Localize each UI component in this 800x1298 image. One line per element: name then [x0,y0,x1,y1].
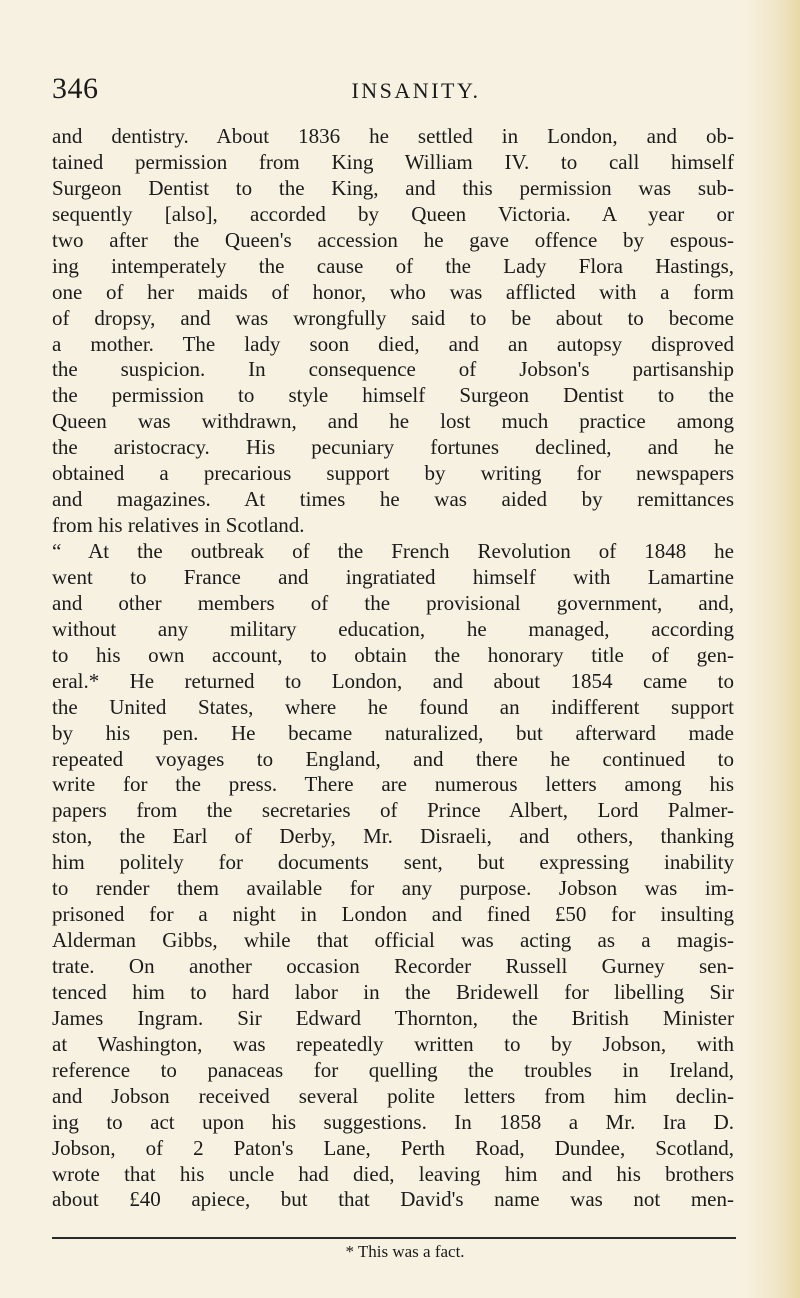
text-line: James Ingram. Sir Edward Thornton, the British Minister [52,1005,734,1030]
body-text [52,124,734,1213]
text-line: him politely for documents sent, but expressing inability [52,850,734,875]
running-head: INSANITY. [351,78,481,103]
text-line: and dentistry. About 1836 he settled in London, and ob- [52,124,734,148]
text-line: and Jobson received several polite letters from him declin- [52,1083,734,1108]
text-line: trate. On another occasion Recorder Russell Gurney sen- [52,954,734,978]
text-line: by his pen. He became naturalized, but afterward made [52,720,734,745]
text-line: Jobson, of 2 Paton's Lane, Perth Road, Dundee, Scotland, [52,1135,734,1160]
text-line: of dropsy, and was wrongfully said to be about to become [52,305,734,330]
text-line: reference to panaceas for quelling the troubles in Ireland, [52,1057,734,1082]
text-line: to render them available for any purpose. Jobson was im- [52,876,734,901]
text-line: the aristocracy. His pecuniary fortunes declined, and he [52,435,734,460]
text-line: wrote that his uncle had died, leaving him and his brothers [52,1161,734,1186]
text-line: Alderman Gibbs, while that official was acting as a magis- [52,928,734,953]
text-line: the United States, where he found an indifferent support [52,694,734,719]
text-line: went to France and ingratiated himself with Lamartine [52,564,734,589]
text-line: a mother. The lady soon died, and an autopsy disproved [52,331,734,356]
text-line: Queen was withdrawn, and he lost much practice among [52,409,734,434]
text-line: write for the press. There are numerous letters among his [52,772,734,797]
text-line: to his own account, to obtain the honorary title of gen- [52,642,734,667]
text-line: two after the Queen's accession he gave offence by espous- [52,227,734,252]
text-line: the suspicion. In consequence of Jobson's partisanship [52,357,734,382]
text-line: prisoned for a night in London and fined £50 for insulting [52,902,734,927]
text-line: sequently [also], accorded by Queen Victoria. A year or [52,201,734,226]
text-line: about £40 apiece, but that David's name was not men- [52,1187,734,1212]
text-line: tenced him to hard labor in the Bridewell for libelling Sir [52,979,734,1004]
text-line: one of her maids of honor, who was afflicted with a form [52,279,734,304]
text-line: obtained a precarious support by writing for newspapers [52,461,734,486]
text-line: the permission to style himself Surgeon Dentist to the [52,383,734,408]
text-line: Surgeon Dentist to the King, and this permission was sub- [52,175,734,200]
page-header [52,72,720,108]
text-line: at Washington, was repeatedly written to by Jobson, with [52,1031,734,1056]
text-line: ing to act upon his suggestions. In 1858 a Mr. Ira D. [52,1109,734,1134]
text-line: without any military education, he managed, according [52,616,734,641]
page-number: 346 [52,72,99,105]
text-line: and magazines. At times he was aided by remittances [52,487,734,512]
text-line: eral.* He returned to London, and about 1854 came to [52,668,734,693]
text-line: and other members of the provisional government, and, [52,590,734,615]
text-line: papers from the secretaries of Prince Albert, Lord Palmer- [52,798,734,823]
text-line: ing intemperately the cause of the Lady Flora Hastings, [52,253,734,278]
text-line: tained permission from King William IV. to call himself [52,149,734,174]
text-line: ston, the Earl of Derby, Mr. Disraeli, and others, thanking [52,824,734,849]
text-line: “ At the outbreak of the French Revolution of 1848 he [52,539,734,563]
text-line: from his relatives in Scotland. [52,513,305,538]
text-line: repeated voyages to England, and there he continued to [52,746,734,771]
footnote: * This was a fact. [345,1242,465,1261]
footnote-rule [52,1237,736,1239]
